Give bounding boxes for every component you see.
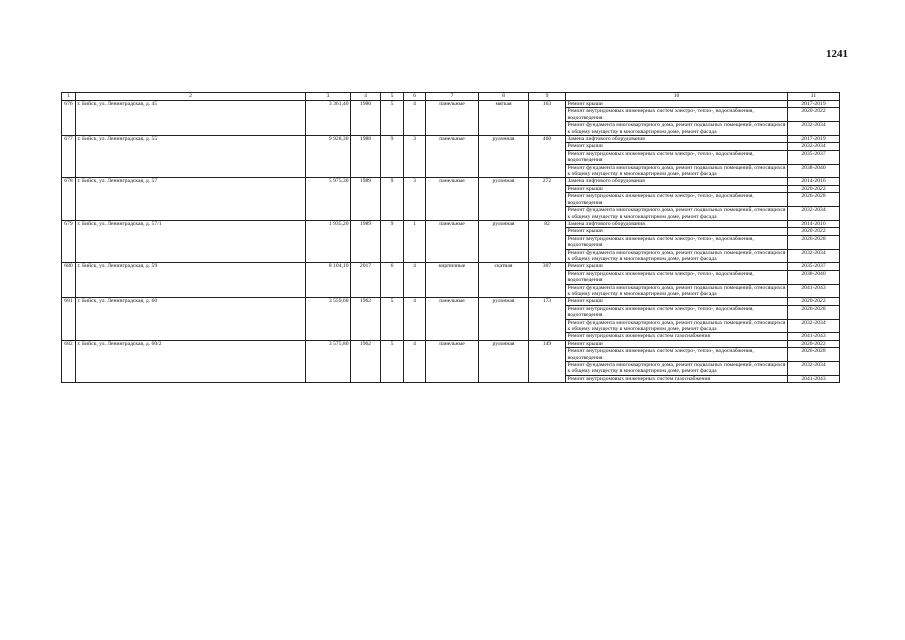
page-number: 1241 xyxy=(826,48,848,60)
term-cell: 2020-2022 xyxy=(788,185,840,192)
year-cell: 1989 xyxy=(351,178,381,220)
floors-cell: 5 xyxy=(381,340,404,382)
term-cell: 2020-2022 xyxy=(788,228,840,235)
term-cell: 2020-2022 xyxy=(788,108,840,122)
entrances-cell: 3 xyxy=(404,136,426,178)
term-cell: 2032-2034 xyxy=(788,319,840,333)
floors-cell: 9 xyxy=(381,136,404,178)
area-cell: 1 935,20 xyxy=(306,220,351,262)
work-type-cell: Ремонт внутридомовых инженерных систем газоснабжения xyxy=(566,333,788,340)
work-type-cell: Ремонт крыши xyxy=(566,228,788,235)
row-number: 680 xyxy=(62,263,76,298)
column-header: 6 xyxy=(404,93,426,101)
table-row xyxy=(62,220,840,227)
row-number: 682 xyxy=(62,340,76,382)
work-type-cell: Ремонт фундамента многоквартирного дома, ремонт подвальных помещений, относящихся к общему имуществу в многоквартирном доме, ремонт фасада xyxy=(566,207,788,221)
table-row xyxy=(62,136,840,143)
entrances-cell: 3 xyxy=(404,178,426,220)
work-type-cell: Ремонт внутридомовых инженерных систем электро-, тепло-, водоснабжения, водоотведения xyxy=(566,193,788,207)
term-cell: 2017-2019 xyxy=(788,101,840,108)
column-header: 1 xyxy=(62,93,76,101)
work-type-cell: Ремонт внутридомовых инженерных систем электро-, тепло-, водоснабжения, водоотведения xyxy=(566,270,788,284)
term-cell: 2020-2022 xyxy=(788,340,840,347)
column-header: 2 xyxy=(76,93,306,101)
year-cell: 1988 xyxy=(351,136,381,178)
work-type-cell: Ремонт крыши xyxy=(566,143,788,150)
work-type-cell: Замена лифтового оборудования xyxy=(566,220,788,227)
term-cell: 2026-2028 xyxy=(788,305,840,319)
row-number: 677 xyxy=(62,136,76,178)
column-header: 8 xyxy=(479,93,529,101)
address-cell: г. Бийск, ул. Ленинградская, д. 55 xyxy=(76,136,306,178)
term-cell: 2035-2037 xyxy=(788,150,840,164)
roof-type-cell: рулонная xyxy=(479,220,529,262)
term-cell: 2017-2019 xyxy=(788,136,840,143)
floors-cell: 9 xyxy=(381,178,404,220)
floors-cell: 9 xyxy=(381,220,404,262)
term-cell: 2038-2040 xyxy=(788,164,840,178)
repair-program-table xyxy=(61,92,840,383)
work-type-cell: Ремонт крыши xyxy=(566,263,788,270)
entrances-cell: 4 xyxy=(404,340,426,382)
floors-cell: 5 xyxy=(381,101,404,136)
work-type-cell: Ремонт фундамента многоквартирного дома, ремонт подвальных помещений, относящихся к общему имуществу в многоквартирном доме, ремонт фасада xyxy=(566,319,788,333)
residents-cell: 460 xyxy=(529,136,566,178)
table-row xyxy=(62,178,840,185)
column-header: 11 xyxy=(788,93,840,101)
work-type-cell: Ремонт крыши xyxy=(566,298,788,305)
column-header: 3 xyxy=(306,93,351,101)
term-cell: 2032-2034 xyxy=(788,362,840,376)
term-cell: 2038-2040 xyxy=(788,270,840,284)
walls-material-cell: панельные xyxy=(426,220,479,262)
year-cell: 2017 xyxy=(351,263,381,298)
term-cell: 2014-2016 xyxy=(788,220,840,227)
term-cell: 2035-2037 xyxy=(788,263,840,270)
row-number: 681 xyxy=(62,298,76,340)
area-cell: 9 928,30 xyxy=(306,136,351,178)
work-type-cell: Ремонт внутридомовых инженерных систем электро-, тепло-, водоснабжения, водоотведения xyxy=(566,348,788,362)
table-row xyxy=(62,340,840,347)
year-cell: 1962 xyxy=(351,340,381,382)
term-cell: 2032-2034 xyxy=(788,143,840,150)
walls-material-cell: панельные xyxy=(426,136,479,178)
term-cell: 2026-2028 xyxy=(788,193,840,207)
residents-cell: 163 xyxy=(529,101,566,136)
roof-type-cell: рулонная xyxy=(479,178,529,220)
column-header: 9 xyxy=(529,93,566,101)
term-cell: 2032-2034 xyxy=(788,122,840,136)
residents-cell: 173 xyxy=(529,298,566,340)
term-cell: 2032-2034 xyxy=(788,249,840,263)
term-cell: 2014-2016 xyxy=(788,178,840,185)
address-cell: г. Бийск, ул. Ленинградская, д. 57/1 xyxy=(76,220,306,262)
work-type-cell: Замена лифтового оборудования xyxy=(566,136,788,143)
roof-type-cell: мягкая xyxy=(479,101,529,136)
work-type-cell: Ремонт внутридомовых инженерных систем газоснабжения xyxy=(566,375,788,382)
year-cell: 1980 xyxy=(351,101,381,136)
work-type-cell: Ремонт фундамента многоквартирного дома, ремонт подвальных помещений, относящихся к общему имуществу в многоквартирном доме, ремонт фасада xyxy=(566,284,788,298)
column-header: 5 xyxy=(381,93,404,101)
work-type-cell: Ремонт фундамента многоквартирного дома, ремонт подвальных помещений, относящихся к общему имуществу в многоквартирном доме, ремонт фасада xyxy=(566,362,788,376)
entrances-cell: 1 xyxy=(404,220,426,262)
term-cell: 2026-2028 xyxy=(788,348,840,362)
table-row xyxy=(62,298,840,305)
work-type-cell: Замена лифтового оборудования xyxy=(566,178,788,185)
area-cell: 8 104,10 xyxy=(306,263,351,298)
area-cell: 3 559,60 xyxy=(306,298,351,340)
row-number: 678 xyxy=(62,178,76,220)
term-cell: 2041-2043 xyxy=(788,375,840,382)
walls-material-cell: панельные xyxy=(426,340,479,382)
residents-cell: 82 xyxy=(529,220,566,262)
table-row xyxy=(62,101,840,108)
area-cell: 3 361,40 xyxy=(306,101,351,136)
entrances-cell: 4 xyxy=(404,101,426,136)
residents-cell: 272 xyxy=(529,178,566,220)
table-row xyxy=(62,263,840,270)
work-type-cell: Ремонт крыши xyxy=(566,340,788,347)
area-cell: 3 575,80 xyxy=(306,340,351,382)
entrances-cell: 4 xyxy=(404,298,426,340)
column-header: 10 xyxy=(566,93,788,101)
column-header: 7 xyxy=(426,93,479,101)
walls-material-cell: панельные xyxy=(426,178,479,220)
table-body xyxy=(62,93,840,383)
walls-material-cell: панельные xyxy=(426,298,479,340)
work-type-cell: Ремонт внутридомовых инженерных систем электро-, тепло-, водоснабжения, водоотведения xyxy=(566,108,788,122)
term-cell: 2041-2043 xyxy=(788,333,840,340)
walls-material-cell: кирпичные xyxy=(426,263,479,298)
floors-cell: 5 xyxy=(381,298,404,340)
roof-type-cell: рулонная xyxy=(479,298,529,340)
address-cell: г. Бийск, ул. Ленинградская, д. 60/2 xyxy=(76,340,306,382)
work-type-cell: Ремонт внутридомовых инженерных систем электро-, тепло-, водоснабжения, водоотведения xyxy=(566,305,788,319)
entrances-cell: 4 xyxy=(404,263,426,298)
work-type-cell: Ремонт крыши xyxy=(566,185,788,192)
work-type-cell: Ремонт внутридомовых инженерных систем электро-, тепло-, водоснабжения, водоотведения xyxy=(566,235,788,249)
term-cell: 2032-2034 xyxy=(788,207,840,221)
year-cell: 1989 xyxy=(351,220,381,262)
floors-cell: 6 xyxy=(381,263,404,298)
term-cell: 2026-2028 xyxy=(788,235,840,249)
address-cell: г. Бийск, ул. Ленинградская, д. 60 xyxy=(76,298,306,340)
term-cell: 2041-2043 xyxy=(788,284,840,298)
row-number: 676 xyxy=(62,101,76,136)
area-cell: 5 975,30 xyxy=(306,178,351,220)
residents-cell: 307 xyxy=(529,263,566,298)
term-cell: 2020-2022 xyxy=(788,298,840,305)
address-cell: г. Бийск, ул. Ленинградская, д. 57 xyxy=(76,178,306,220)
work-type-cell: Ремонт внутридомовых инженерных систем электро-, тепло-, водоснабжения, водоотведения xyxy=(566,150,788,164)
work-type-cell: Ремонт крыши xyxy=(566,101,788,108)
row-number: 679 xyxy=(62,220,76,262)
year-cell: 1962 xyxy=(351,298,381,340)
roof-type-cell: рулонная xyxy=(479,340,529,382)
roof-type-cell: скатная xyxy=(479,263,529,298)
roof-type-cell: рулонная xyxy=(479,136,529,178)
work-type-cell: Ремонт фундамента многоквартирного дома, ремонт подвальных помещений, относящихся к общему имуществу в многоквартирном доме, ремонт фасада xyxy=(566,249,788,263)
address-cell: г. Бийск, ул. Ленинградская, д. 45 xyxy=(76,101,306,136)
residents-cell: 149 xyxy=(529,340,566,382)
walls-material-cell: панельные xyxy=(426,101,479,136)
work-type-cell: Ремонт фундамента многоквартирного дома, ремонт подвальных помещений, относящихся к общему имуществу в многоквартирном доме, ремонт фасада xyxy=(566,164,788,178)
work-type-cell: Ремонт фундамента многоквартирного дома, ремонт подвальных помещений, относящихся к общему имуществу в многоквартирном доме, ремонт фасада xyxy=(566,122,788,136)
address-cell: г. Бийск, ул. Ленинградская, д. 59 xyxy=(76,263,306,298)
column-number-row xyxy=(62,93,840,101)
column-header: 4 xyxy=(351,93,381,101)
